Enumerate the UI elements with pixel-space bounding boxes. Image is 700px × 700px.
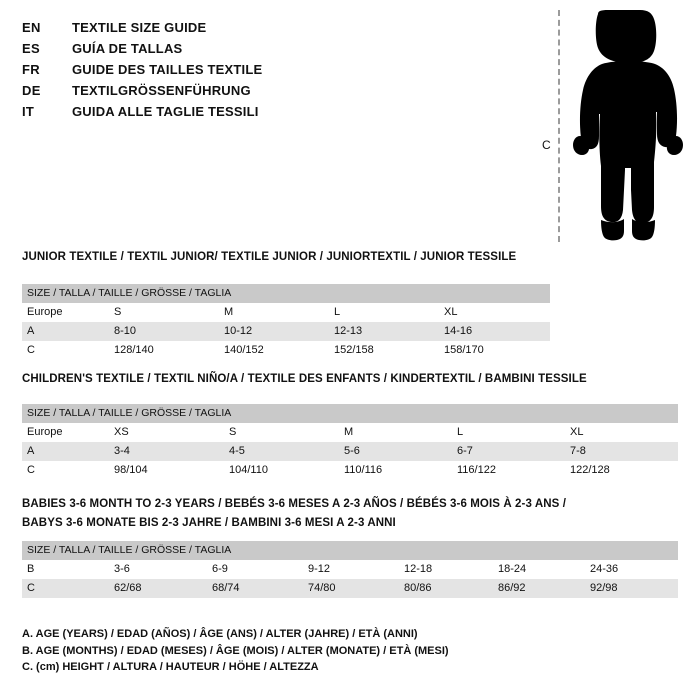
children-row-europe-v1: S: [225, 423, 340, 442]
height-measure-label: C: [542, 138, 551, 152]
language-row-fr: [22, 62, 522, 82]
section-title-children: CHILDREN'S TEXTILE / TEXTIL NIÑO/A / TEXTILE DES ENFANTS / KINDERTEXTIL / BAMBINI TESSILE: [22, 373, 587, 385]
babies-row-b-label: B: [22, 560, 110, 579]
language-code-de: DE: [22, 83, 41, 98]
babies-header-label: SIZE / TALLA / TAILLE / GRÖSSE / TAGLIA: [22, 541, 678, 560]
children-row-a-v0: 3-4: [110, 442, 225, 461]
language-title-en: TEXTILE SIZE GUIDE: [72, 20, 207, 35]
junior-row-a-v0: 8-10: [110, 322, 220, 341]
children-row-c-v0: 98/104: [110, 461, 225, 480]
junior-row-c-label: C: [22, 341, 110, 360]
child-silhouette-icon: [568, 10, 688, 242]
junior-row-europe-label: Europe: [22, 303, 110, 322]
legend-line-a: A. AGE (YEARS) / EDAD (AÑOS) / ÂGE (ANS) / ALTER (JAHRE) / ETÀ (ANNI): [22, 628, 418, 640]
babies-row-b-v1: 6-9: [208, 560, 304, 579]
junior-row-c-v3: 158/170: [440, 341, 550, 360]
babies-row-c-v4: 86/92: [494, 579, 586, 598]
language-row-it: [22, 104, 522, 124]
junior-row-europe-v0: S: [110, 303, 220, 322]
junior-row-europe-v2: L: [330, 303, 440, 322]
junior-row-europe-v1: M: [220, 303, 330, 322]
language-title-it: GUIDA ALLE TAGLIE TESSILI: [72, 104, 259, 119]
table-children: [22, 404, 678, 480]
junior-row-europe-v3: XL: [440, 303, 550, 322]
language-code-it: IT: [22, 104, 35, 119]
babies-row-c-v1: 68/74: [208, 579, 304, 598]
children-row-c-label: C: [22, 461, 110, 480]
children-row-europe-v2: M: [340, 423, 453, 442]
children-row-c-v1: 104/110: [225, 461, 340, 480]
language-title-fr: GUIDE DES TAILLES TEXTILE: [72, 62, 263, 77]
table-row: [22, 322, 550, 341]
height-dashed-line: [558, 10, 560, 242]
junior-row-a-label: A: [22, 322, 110, 341]
babies-row-c-v2: 74/80: [304, 579, 400, 598]
junior-row-c-v0: 128/140: [110, 341, 220, 360]
babies-row-b-v4: 18-24: [494, 560, 586, 579]
table-row: [22, 404, 678, 423]
language-code-en: EN: [22, 20, 41, 35]
children-row-a-v1: 4-5: [225, 442, 340, 461]
table-row: [22, 560, 678, 579]
section-title-junior: JUNIOR TEXTILE / TEXTIL JUNIOR/ TEXTILE JUNIOR / JUNIORTEXTIL / JUNIOR TESSILE: [22, 251, 517, 263]
table-row: [22, 442, 678, 461]
table-row: [22, 461, 678, 480]
babies-row-c-label: C: [22, 579, 110, 598]
babies-row-b-v2: 9-12: [304, 560, 400, 579]
table-babies: [22, 541, 678, 598]
children-row-a-label: A: [22, 442, 110, 461]
language-code-fr: FR: [22, 62, 40, 77]
legend-line-b: B. AGE (MONTHS) / EDAD (MESES) / ÂGE (MOIS) / ALTER (MONATE) / ETÀ (MESI): [22, 644, 449, 657]
table-row: [22, 541, 678, 560]
children-row-europe-v0: XS: [110, 423, 225, 442]
babies-row-c-v0: 62/68: [110, 579, 208, 598]
section-title-babies-line1: BABIES 3-6 MONTH TO 2-3 YEARS / BEBÉS 3-6 MESES A 2-3 AÑOS / BÉBÉS 3-6 MOIS À 2-3 ANS /: [22, 498, 566, 510]
children-row-a-v4: 7-8: [566, 442, 678, 461]
junior-header-label: SIZE / TALLA / TAILLE / GRÖSSE / TAGLIA: [22, 284, 550, 303]
section-title-babies-line2: BABYS 3-6 MONATE BIS 2-3 JAHRE / BAMBINI 3-6 MESI A 2-3 ANNI: [22, 517, 396, 529]
babies-row-b-v5: 24-36: [586, 560, 678, 579]
legend-line-c: C. (cm) HEIGHT / ALTURA / HAUTEUR / HÖHE / ALTEZZA: [22, 661, 319, 673]
babies-row-c-v3: 80/86: [400, 579, 494, 598]
language-title-de: TEXTILGRÖSSENFÜHRUNG: [72, 83, 251, 98]
language-row-de: [22, 83, 522, 103]
children-row-c-v3: 116/122: [453, 461, 566, 480]
language-row-en: [22, 20, 522, 40]
language-row-es: [22, 41, 522, 61]
height-measurement-figure: [520, 8, 690, 248]
babies-row-b-v3: 12-18: [400, 560, 494, 579]
table-row: [22, 579, 678, 598]
language-title-block: [22, 20, 522, 125]
language-title-es: GUÍA DE TALLAS: [72, 41, 183, 56]
children-row-a-v3: 6-7: [453, 442, 566, 461]
junior-row-a-v2: 12-13: [330, 322, 440, 341]
table-junior: [22, 284, 550, 360]
babies-row-c-v5: 92/98: [586, 579, 678, 598]
junior-row-a-v3: 14-16: [440, 322, 550, 341]
junior-row-c-v2: 152/158: [330, 341, 440, 360]
junior-row-a-v1: 10-12: [220, 322, 330, 341]
children-row-c-v2: 110/116: [340, 461, 453, 480]
table-row: [22, 341, 550, 360]
children-row-a-v2: 5-6: [340, 442, 453, 461]
table-row: [22, 423, 678, 442]
babies-row-b-v0: 3-6: [110, 560, 208, 579]
junior-row-c-v1: 140/152: [220, 341, 330, 360]
legend: [22, 626, 662, 676]
children-row-europe-label: Europe: [22, 423, 110, 442]
language-code-es: ES: [22, 41, 40, 56]
children-header-label: SIZE / TALLA / TAILLE / GRÖSSE / TAGLIA: [22, 404, 678, 423]
children-row-europe-v4: XL: [566, 423, 678, 442]
children-row-c-v4: 122/128: [566, 461, 678, 480]
table-row: [22, 284, 550, 303]
children-row-europe-v3: L: [453, 423, 566, 442]
table-row: [22, 303, 550, 322]
